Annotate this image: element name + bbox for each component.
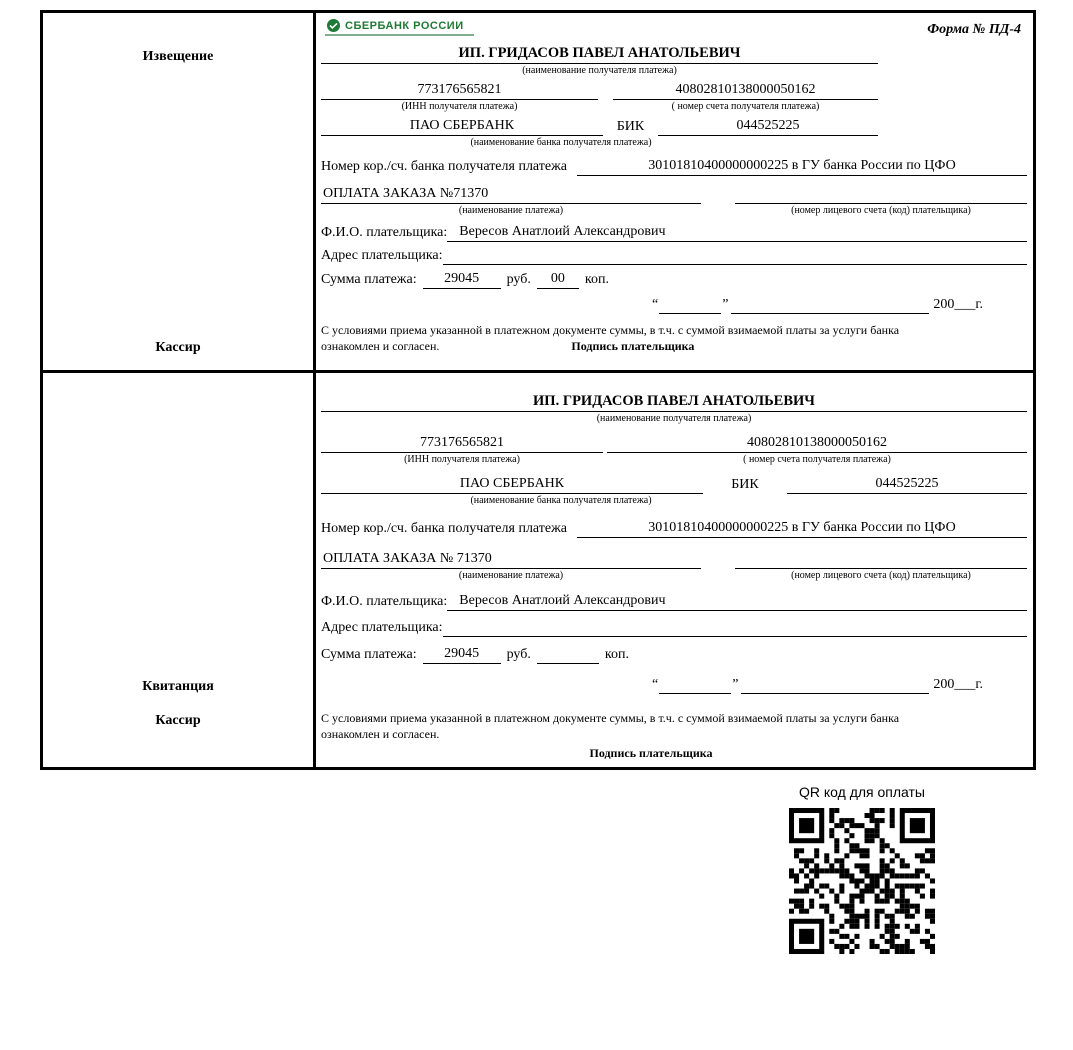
notice-side-label: Извещение: [142, 49, 214, 64]
amount-kop-value: [537, 663, 599, 664]
payment-purpose-caption: (наименование платежа): [458, 570, 564, 581]
qr-section: [788, 784, 936, 954]
payee-name-caption: (наименование получателя платежа): [596, 413, 752, 424]
qr-code: [789, 808, 935, 954]
rub-label: руб.: [506, 272, 531, 287]
payer-address-label: Адрес плательщика:: [321, 620, 443, 635]
qr-caption: QR код для оплаты: [798, 784, 925, 800]
payee-name: ИП. ГРИДАСОВ ПАВЕЛ АНАТОЛЬЕВИЧ: [321, 392, 1027, 412]
year-label: 200___г.: [933, 677, 983, 692]
notice-section: [40, 10, 1036, 373]
receipt-side-label: Квитанция: [142, 679, 214, 694]
payment-purpose-caption: (наименование платежа): [458, 205, 564, 216]
bik-value: 044525225: [658, 116, 878, 136]
amount-rub-value: 29045: [423, 269, 501, 289]
account-caption: ( номер счета получателя платежа): [743, 454, 891, 465]
payment-purpose: ОПЛАТА ЗАКАЗА № 71370: [321, 549, 701, 569]
inn-value: 773176565821: [321, 80, 598, 100]
year-label: 200___г.: [933, 297, 983, 312]
terms-text: С условиями приема указанной в платежном документе суммы, в т.ч. с суммой взимаемой платы за услуги банка ознакомлен и согласен. Подпись плательщика: [321, 710, 1027, 761]
bik-value: 044525225: [787, 474, 1027, 494]
payer-address-line: [443, 618, 1027, 637]
payer-name-value: Вересов Анатлоий Александрович: [447, 222, 1027, 242]
cashier-label: Кассир: [155, 340, 201, 355]
payer-name-label: Ф.И.О. плательщика:: [321, 225, 448, 240]
notice-side-column: [43, 13, 316, 370]
amount-label: Сумма платежа:: [321, 272, 417, 287]
receipt-side-column: [43, 373, 316, 767]
signature-label: Подпись плательщика: [589, 746, 713, 760]
account-caption: ( номер счета получателя платежа): [671, 101, 820, 112]
notice-main-column: [316, 13, 1033, 370]
payer-name-label: Ф.И.О. плательщика:: [321, 594, 448, 609]
form-number-label: Форма № ПД-4: [927, 22, 1021, 37]
kop-label: коп.: [604, 647, 629, 662]
account-value: 40802810138000050162: [607, 433, 1027, 453]
sberbank-logo-icon: [327, 19, 340, 32]
bik-label: БИК: [731, 477, 759, 492]
corr-account-label: Номер кор./сч. банка получателя платежа: [321, 159, 567, 174]
bank-name: ПАО СБЕРБАНК: [321, 116, 603, 136]
personal-account-caption: (номер лицевого счета (код) плательщика): [791, 205, 971, 216]
kop-label: коп.: [584, 272, 609, 287]
corr-account-value: 30101810400000000225 в ГУ банка России по ЦФО: [577, 518, 1027, 538]
personal-account-caption: (номер лицевого счета (код) плательщика): [791, 570, 971, 581]
corr-account-label: Номер кор./сч. банка получателя платежа: [321, 521, 567, 536]
payer-name-value: Вересов Анатлоий Александрович: [447, 591, 1027, 611]
inn-value: 773176565821: [321, 433, 603, 453]
inn-caption: (ИНН получателя платежа): [401, 101, 518, 112]
date-line: “ ” 200___г.: [652, 677, 983, 692]
corr-account-value: 30101810400000000225 в ГУ банка России по ЦФО: [577, 156, 1027, 176]
payer-address-line: [443, 246, 1027, 265]
payment-purpose: ОПЛАТА ЗАКАЗА №71370: [321, 184, 701, 204]
rub-label: руб.: [506, 647, 531, 662]
personal-account-line: [735, 550, 1027, 569]
receipt-section: [40, 370, 1036, 770]
cashier-label: Кассир: [155, 713, 201, 728]
amount-kop-value: 00: [537, 269, 579, 289]
amount-label: Сумма платежа:: [321, 647, 417, 662]
terms-text: С условиями приема указанной в платежном документе суммы, в т.ч. с суммой взимаемой платы за услуги банка ознакомлен и согласен. Подпись плательщика: [321, 323, 900, 353]
signature-label: Подпись плательщика: [571, 339, 695, 353]
date-line: “ ” 200___г.: [652, 297, 983, 312]
payee-name: ИП. ГРИДАСОВ ПАВЕЛ АНАТОЛЬЕВИЧ: [321, 44, 878, 64]
bank-name-caption: (наименование банка получателя платежа): [470, 137, 652, 148]
sberbank-logo: [325, 18, 474, 36]
bank-name: ПАО СБЕРБАНК: [321, 474, 703, 494]
inn-caption: (ИНН получателя платежа): [404, 454, 520, 465]
bank-name-caption: (наименование банка получателя платежа): [470, 495, 652, 506]
sberbank-logo-text: СБЕРБАНК РОССИИ: [345, 19, 464, 32]
account-value: 40802810138000050162: [613, 80, 878, 100]
amount-rub-value: 29045: [423, 644, 501, 664]
receipt-main-column: [316, 373, 1033, 767]
personal-account-line: [735, 185, 1027, 204]
payer-address-label: Адрес плательщика:: [321, 248, 443, 263]
bik-label: БИК: [616, 119, 645, 134]
payee-name-caption: (наименование получателя платежа): [522, 65, 677, 76]
